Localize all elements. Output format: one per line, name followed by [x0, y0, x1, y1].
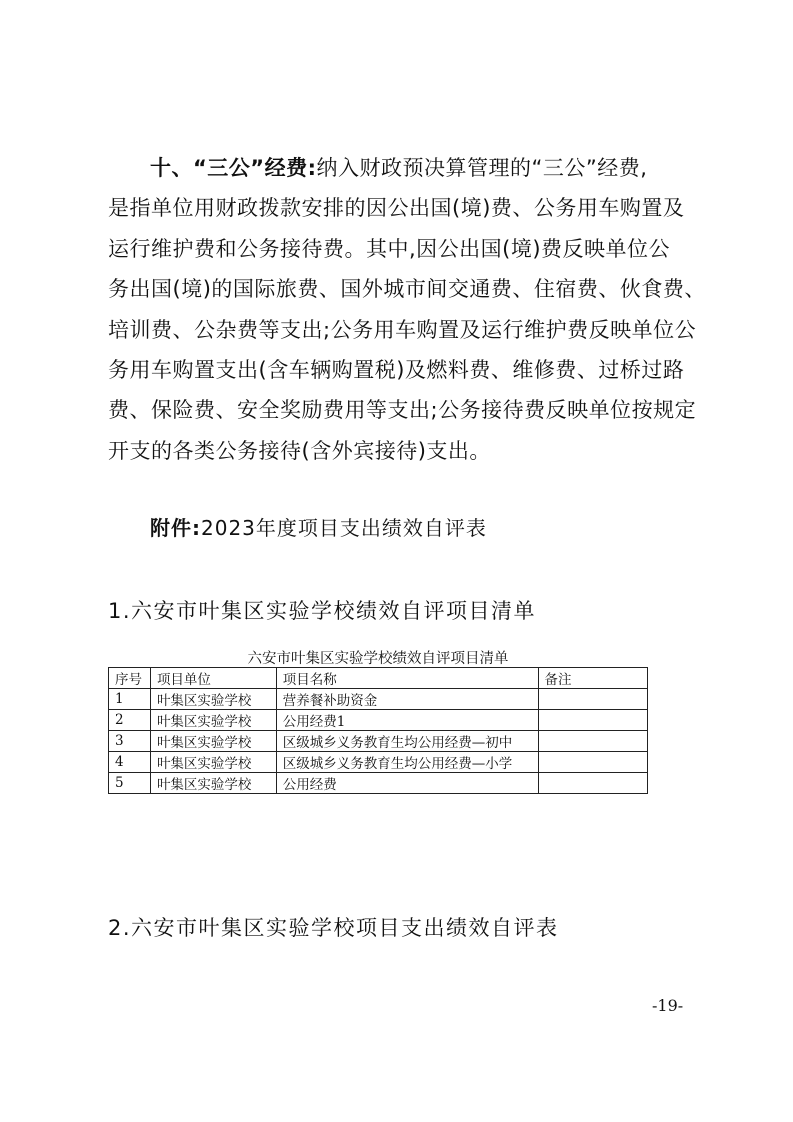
paragraph-line: 务用车购置支出(含车辆购置税)及燃料费、维修费、过桥过路 — [108, 358, 685, 383]
section-heading: 十、“三公”经费: — [150, 156, 317, 180]
paragraph-line: 纳入财政预决算管理的“三公”经费, — [316, 156, 648, 180]
paragraph-line: 务出国(境)的国际旅费、国外城市间交通费、住宿费、伙食费、 — [108, 277, 706, 302]
cell-project-name: 营养餐补助资金 — [276, 689, 538, 710]
cell-remarks — [538, 731, 647, 752]
cell-project-name: 区级城乡义务教育生均公用经费—初中 — [276, 731, 538, 752]
header-index: 序号 — [109, 668, 151, 689]
cell-unit: 叶集区实验学校 — [150, 731, 276, 752]
section-title-2: 2.六安市叶集区实验学校项目支出绩效自评表 — [108, 916, 559, 940]
cell-unit: 叶集区实验学校 — [150, 689, 276, 710]
cell-unit: 叶集区实验学校 — [150, 710, 276, 731]
paragraph-line: 运行维护费和公务接待费。其中,因公出国(境)费反映单位公 — [108, 236, 671, 261]
table-row — [109, 752, 648, 773]
project-list-table — [108, 667, 648, 794]
cell-remarks — [538, 710, 647, 731]
cell-index: 1 — [109, 689, 151, 710]
cell-remarks — [538, 752, 647, 773]
cell-project-name: 公用经费1 — [276, 710, 538, 731]
body-paragraph — [108, 148, 708, 471]
header-unit: 项目单位 — [150, 668, 276, 689]
appendix-text: 2023年度项目支出绩效自评表 — [201, 516, 487, 540]
cell-remarks — [538, 689, 647, 710]
table-caption: 六安市叶集区实验学校绩效自评项目清单 — [247, 651, 509, 667]
paragraph-line: 开支的各类公务接待(含外宾接待)支出。 — [108, 438, 491, 463]
header-project-name: 项目名称 — [276, 668, 538, 689]
cell-index: 5 — [109, 773, 151, 794]
cell-project-name: 区级城乡义务教育生均公用经费—小学 — [276, 752, 538, 773]
paragraph-line: 是指单位用财政拨款安排的因公出国(境)费、公务用车购置及 — [108, 196, 685, 221]
page-number: -19- — [652, 996, 684, 1015]
table-row — [109, 731, 648, 752]
cell-project-name: 公用经费 — [276, 773, 538, 794]
cell-index: 3 — [109, 731, 151, 752]
table-header-row — [109, 668, 648, 689]
paragraph-first-line — [108, 148, 708, 188]
paragraph-line: 培训费、公杂费等支出;公务用车购置及运行维护费反映单位公 — [108, 317, 697, 342]
appendix-line — [150, 512, 487, 541]
cell-unit: 叶集区实验学校 — [150, 773, 276, 794]
cell-index: 4 — [109, 752, 151, 773]
cell-remarks — [538, 773, 647, 794]
paragraph-line: 费、保险费、安全奖励费用等支出;公务接待费反映单位按规定 — [108, 398, 697, 423]
cell-unit: 叶集区实验学校 — [150, 752, 276, 773]
table-row — [109, 773, 648, 794]
header-remarks: 备注 — [538, 668, 647, 689]
appendix-label: 附件: — [150, 516, 201, 540]
cell-index: 2 — [109, 710, 151, 731]
table-row — [109, 689, 648, 710]
section-title-1: 1.六安市叶集区实验学校绩效自评项目清单 — [108, 599, 537, 623]
table-row — [109, 710, 648, 731]
